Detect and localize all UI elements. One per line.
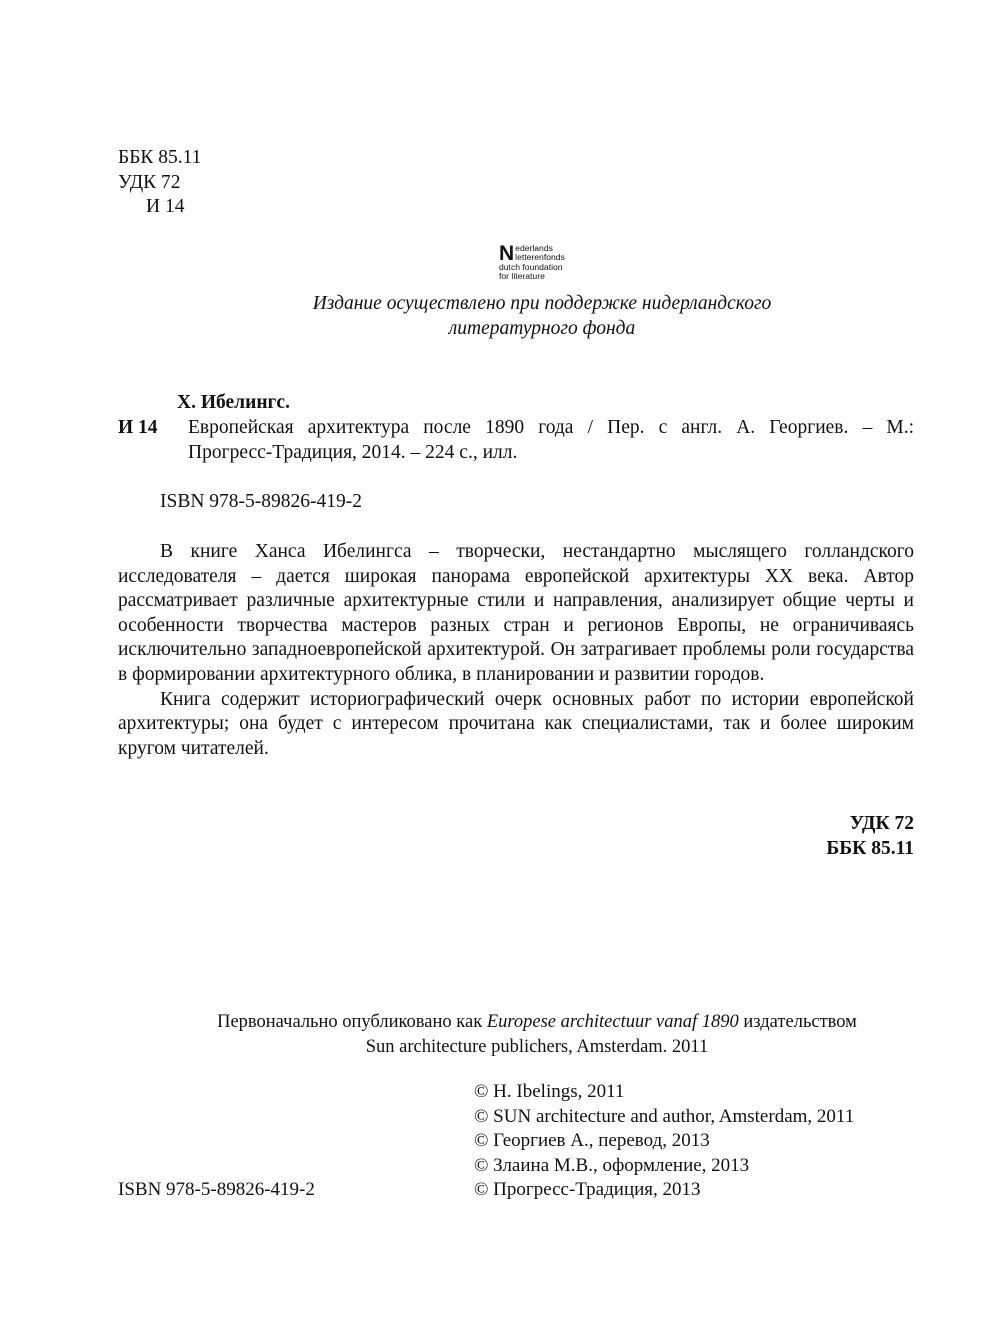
support-note-line-1: Издание осуществлено при поддержке нидерландского [312,293,772,314]
catalog-line-1: Европейская архитектура после 1890 года / Пер. с англ. А. Георгиев. – М.: [188,417,914,438]
copyright-line: © SUN architecture and author, Amsterdam, 2011 [474,1105,855,1127]
catalog-line-2: Прогресс-Традиция, 2014. – 224 с., илл. [188,441,518,463]
copyright-line: © Прогресс-Традиция, 2013 [474,1179,701,1201]
logo-letter: N [499,241,515,265]
logo-line-3: dutch foundation [499,261,563,272]
original-title: Europese architectuur vanaf 1890 [486,1012,739,1032]
nlf-logo [499,241,565,282]
catalog-mark: И 14 [118,417,158,438]
udk-code: УДК 72 [118,171,181,193]
author-mark: И 14 [146,196,185,218]
codes-udk: УДК 72 [849,813,914,834]
copyright-line: © Георгиев А., перевод, 2013 [474,1130,710,1152]
classification-codes [118,146,201,220]
codes-block [700,812,914,861]
copyright-line: © Злаина М.В., оформление, 2013 [474,1154,750,1176]
support-note [300,292,784,341]
isbn-main: ISBN 978-5-89826-419-2 [160,491,363,512]
catalog-description [188,416,914,465]
original-publication-line-2: Sun architecture publichers, Amsterdam. 2011 [365,1036,709,1057]
isbn-bottom: ISBN 978-5-89826-419-2 [118,1179,315,1200]
codes-bbk: ББК 85.11 [826,837,914,859]
copyright-list [474,1080,854,1203]
logo-line-1: ederlands [515,243,553,253]
logo-line-4: for literature [499,271,545,282]
copyright-line: © H. Ibelings, 2011 [474,1081,625,1102]
annotation-paragraph-2: Книга содержит историографический очерк основных работ по истории европейской архитектуры; она будет с интересом прочитана как специалистами, так и более широким кругом читателей. [118,688,914,759]
bbk-code: ББК 85.11 [118,147,202,168]
original-suffix: издательством [743,1012,857,1032]
support-note-line-2: литературного фонда [448,317,636,339]
original-prefix: Первоначально опубликовано как [217,1012,483,1032]
annotation [118,540,914,761]
catalog-author: Х. Ибелингс. [177,392,290,413]
annotation-paragraph-1: В книге Ханса Ибелингса – творчески, нестандартно мыслящего голландского исследователя – дается широкая панорама европейской архитектуры XX века. Автор рассматривает различные архитектурные стили и направления, анализирует общие черты и особенности творчества мастеров разных стран и регионов Европы, не ограничиваясь исключительно западноевропейской архитектурой. Он затрагивает проблемы роли государства в формировании архитектурного облика, в планировании и развитии городов. [118,541,914,685]
original-publication [150,1010,924,1059]
logo-line-2: letterenfonds [515,252,565,263]
original-publication-line-1 [150,1010,924,1035]
